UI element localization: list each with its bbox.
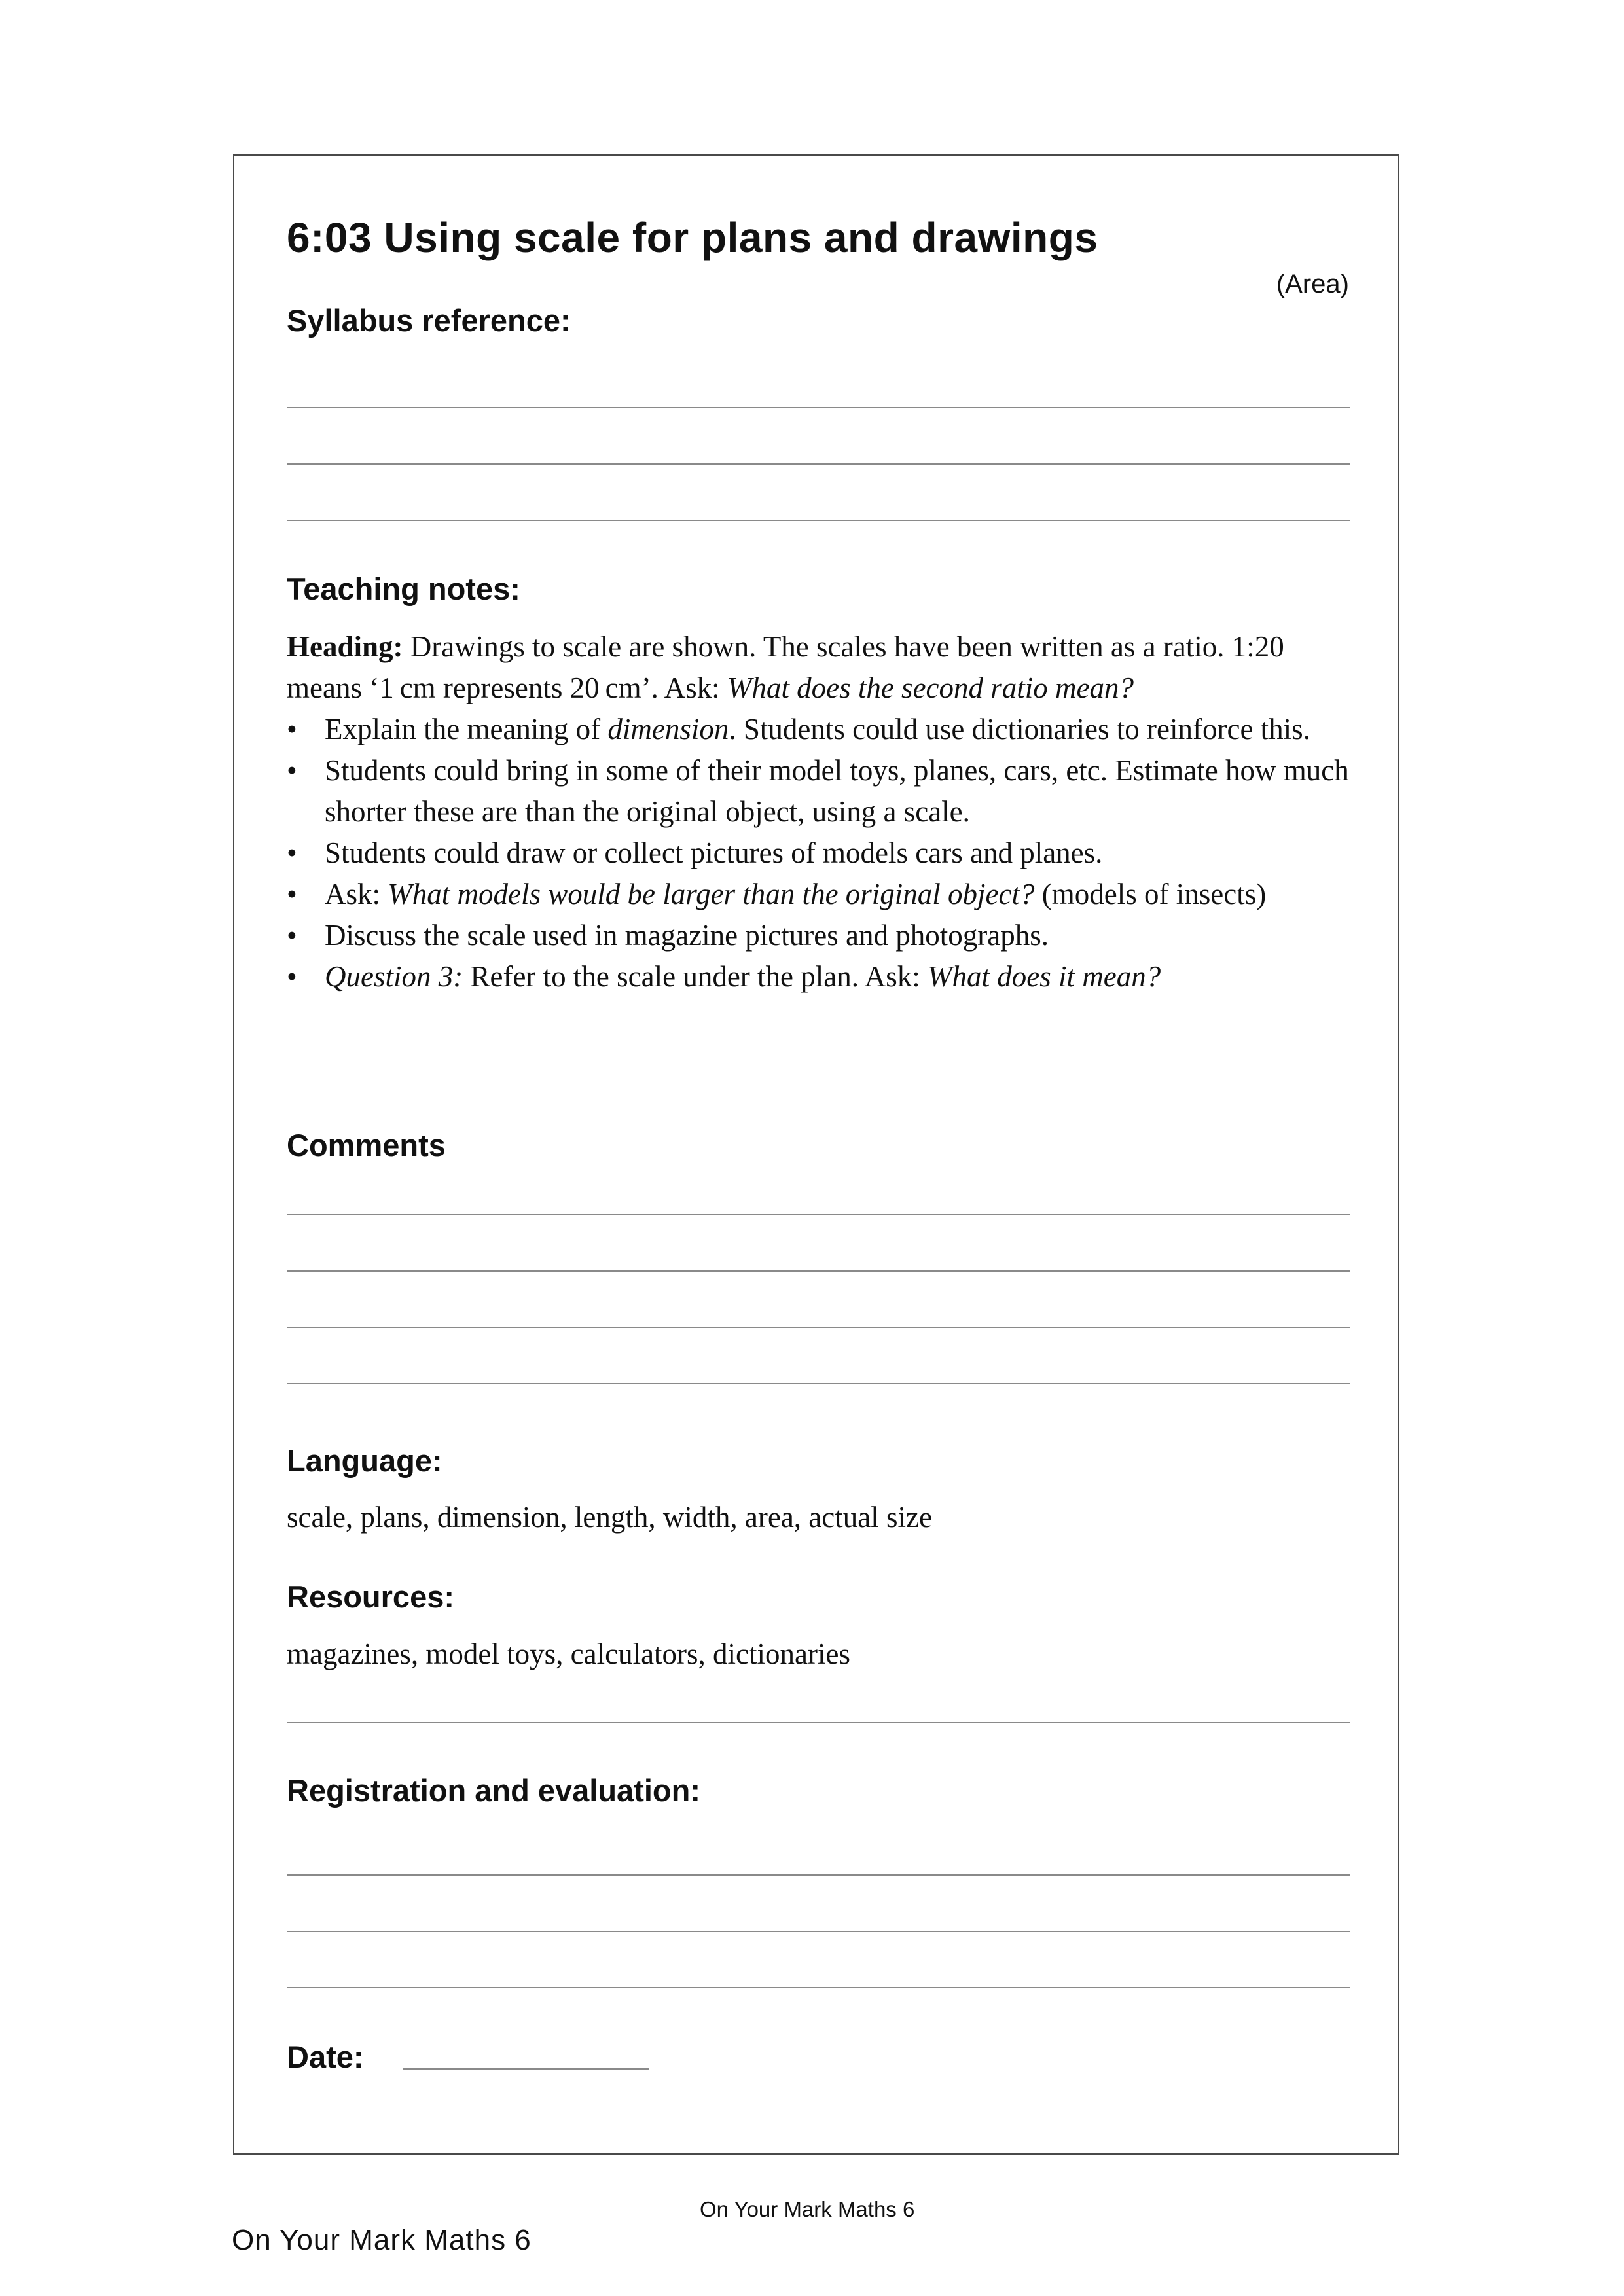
- list-item: [287, 709, 1360, 750]
- resources-line[interactable]: [287, 1722, 1350, 1723]
- page-title: 6:03 Using scale for plans and drawings: [287, 214, 1098, 261]
- list-item-text: Refer to the scale under the plan. Ask:: [463, 960, 928, 993]
- list-item-text: Discuss the scale used in magazine pictures and photographs.: [325, 919, 1049, 952]
- language-text: scale, plans, dimension, length, width, area, actual size: [287, 1501, 932, 1534]
- subject-tag: (Area): [1276, 270, 1349, 298]
- list-item: [287, 750, 1360, 833]
- list-item-emphasis: dimension: [607, 713, 729, 745]
- date-label: Date:: [287, 2039, 364, 2074]
- language-heading: Language:: [287, 1443, 442, 1478]
- date-field[interactable]: [403, 2068, 649, 2070]
- teaching-notes-body: [287, 626, 1360, 997]
- syllabus-line-1[interactable]: [287, 407, 1350, 408]
- list-item-text: (models of insects): [1034, 878, 1267, 910]
- intro-text: Drawings to scale are shown. The scales have been written as a ratio. 1:20 means ‘1 cm represents 20 cm’. Ask:: [287, 630, 1284, 704]
- bullet-icon: •: [287, 836, 297, 869]
- teaching-notes-heading: Teaching notes:: [287, 571, 520, 606]
- list-item-text: Ask:: [325, 878, 388, 910]
- footer-left-text: On Your Mark Maths 6: [232, 2224, 532, 2256]
- resources-heading: Resources:: [287, 1579, 454, 1614]
- list-item-emphasis: What does it mean?: [928, 960, 1161, 993]
- footer-center-text: On Your Mark Maths 6: [700, 2197, 915, 2221]
- bullet-icon: •: [287, 754, 297, 787]
- syllabus-heading: Syllabus reference:: [287, 303, 571, 338]
- list-item-text: . Students could use dictionaries to reinforce this.: [729, 713, 1310, 745]
- bullet-icon: •: [287, 878, 297, 910]
- bullet-icon: •: [287, 919, 297, 952]
- list-item: [287, 833, 1360, 874]
- teaching-notes-list: [287, 709, 1360, 997]
- bullet-icon: •: [287, 960, 297, 993]
- registration-heading: Registration and evaluation:: [287, 1773, 700, 1808]
- comments-line-1[interactable]: [287, 1214, 1350, 1215]
- intro-question: What does the second ratio mean?: [727, 672, 1134, 704]
- syllabus-line-3[interactable]: [287, 520, 1350, 521]
- list-item-text: Students could draw or collect pictures of models cars and planes.: [325, 836, 1103, 869]
- comments-line-3[interactable]: [287, 1327, 1350, 1328]
- registration-line-1[interactable]: [287, 1874, 1350, 1876]
- list-item: [287, 915, 1360, 956]
- registration-line-3[interactable]: [287, 1987, 1350, 1988]
- teaching-notes-intro: [287, 626, 1360, 709]
- intro-label: Heading:: [287, 630, 403, 663]
- list-item-text: Students could bring in some of their model toys, planes, cars, etc. Estimate how much shorter these are than the original object, using a scale.: [325, 754, 1349, 828]
- list-item-emphasis: What models would be larger than the original object?: [388, 878, 1035, 910]
- comments-line-2[interactable]: [287, 1270, 1350, 1272]
- bullet-icon: •: [287, 713, 297, 745]
- resources-text: magazines, model toys, calculators, dictionaries: [287, 1638, 850, 1670]
- comments-line-4[interactable]: [287, 1383, 1350, 1384]
- list-item: [287, 874, 1360, 915]
- registration-line-2[interactable]: [287, 1931, 1350, 1932]
- list-item: [287, 956, 1360, 997]
- comments-heading: Comments: [287, 1128, 446, 1162]
- list-item-text: Explain the meaning of: [325, 713, 608, 745]
- list-item-emphasis: Question 3:: [325, 960, 463, 993]
- syllabus-line-2[interactable]: [287, 463, 1350, 465]
